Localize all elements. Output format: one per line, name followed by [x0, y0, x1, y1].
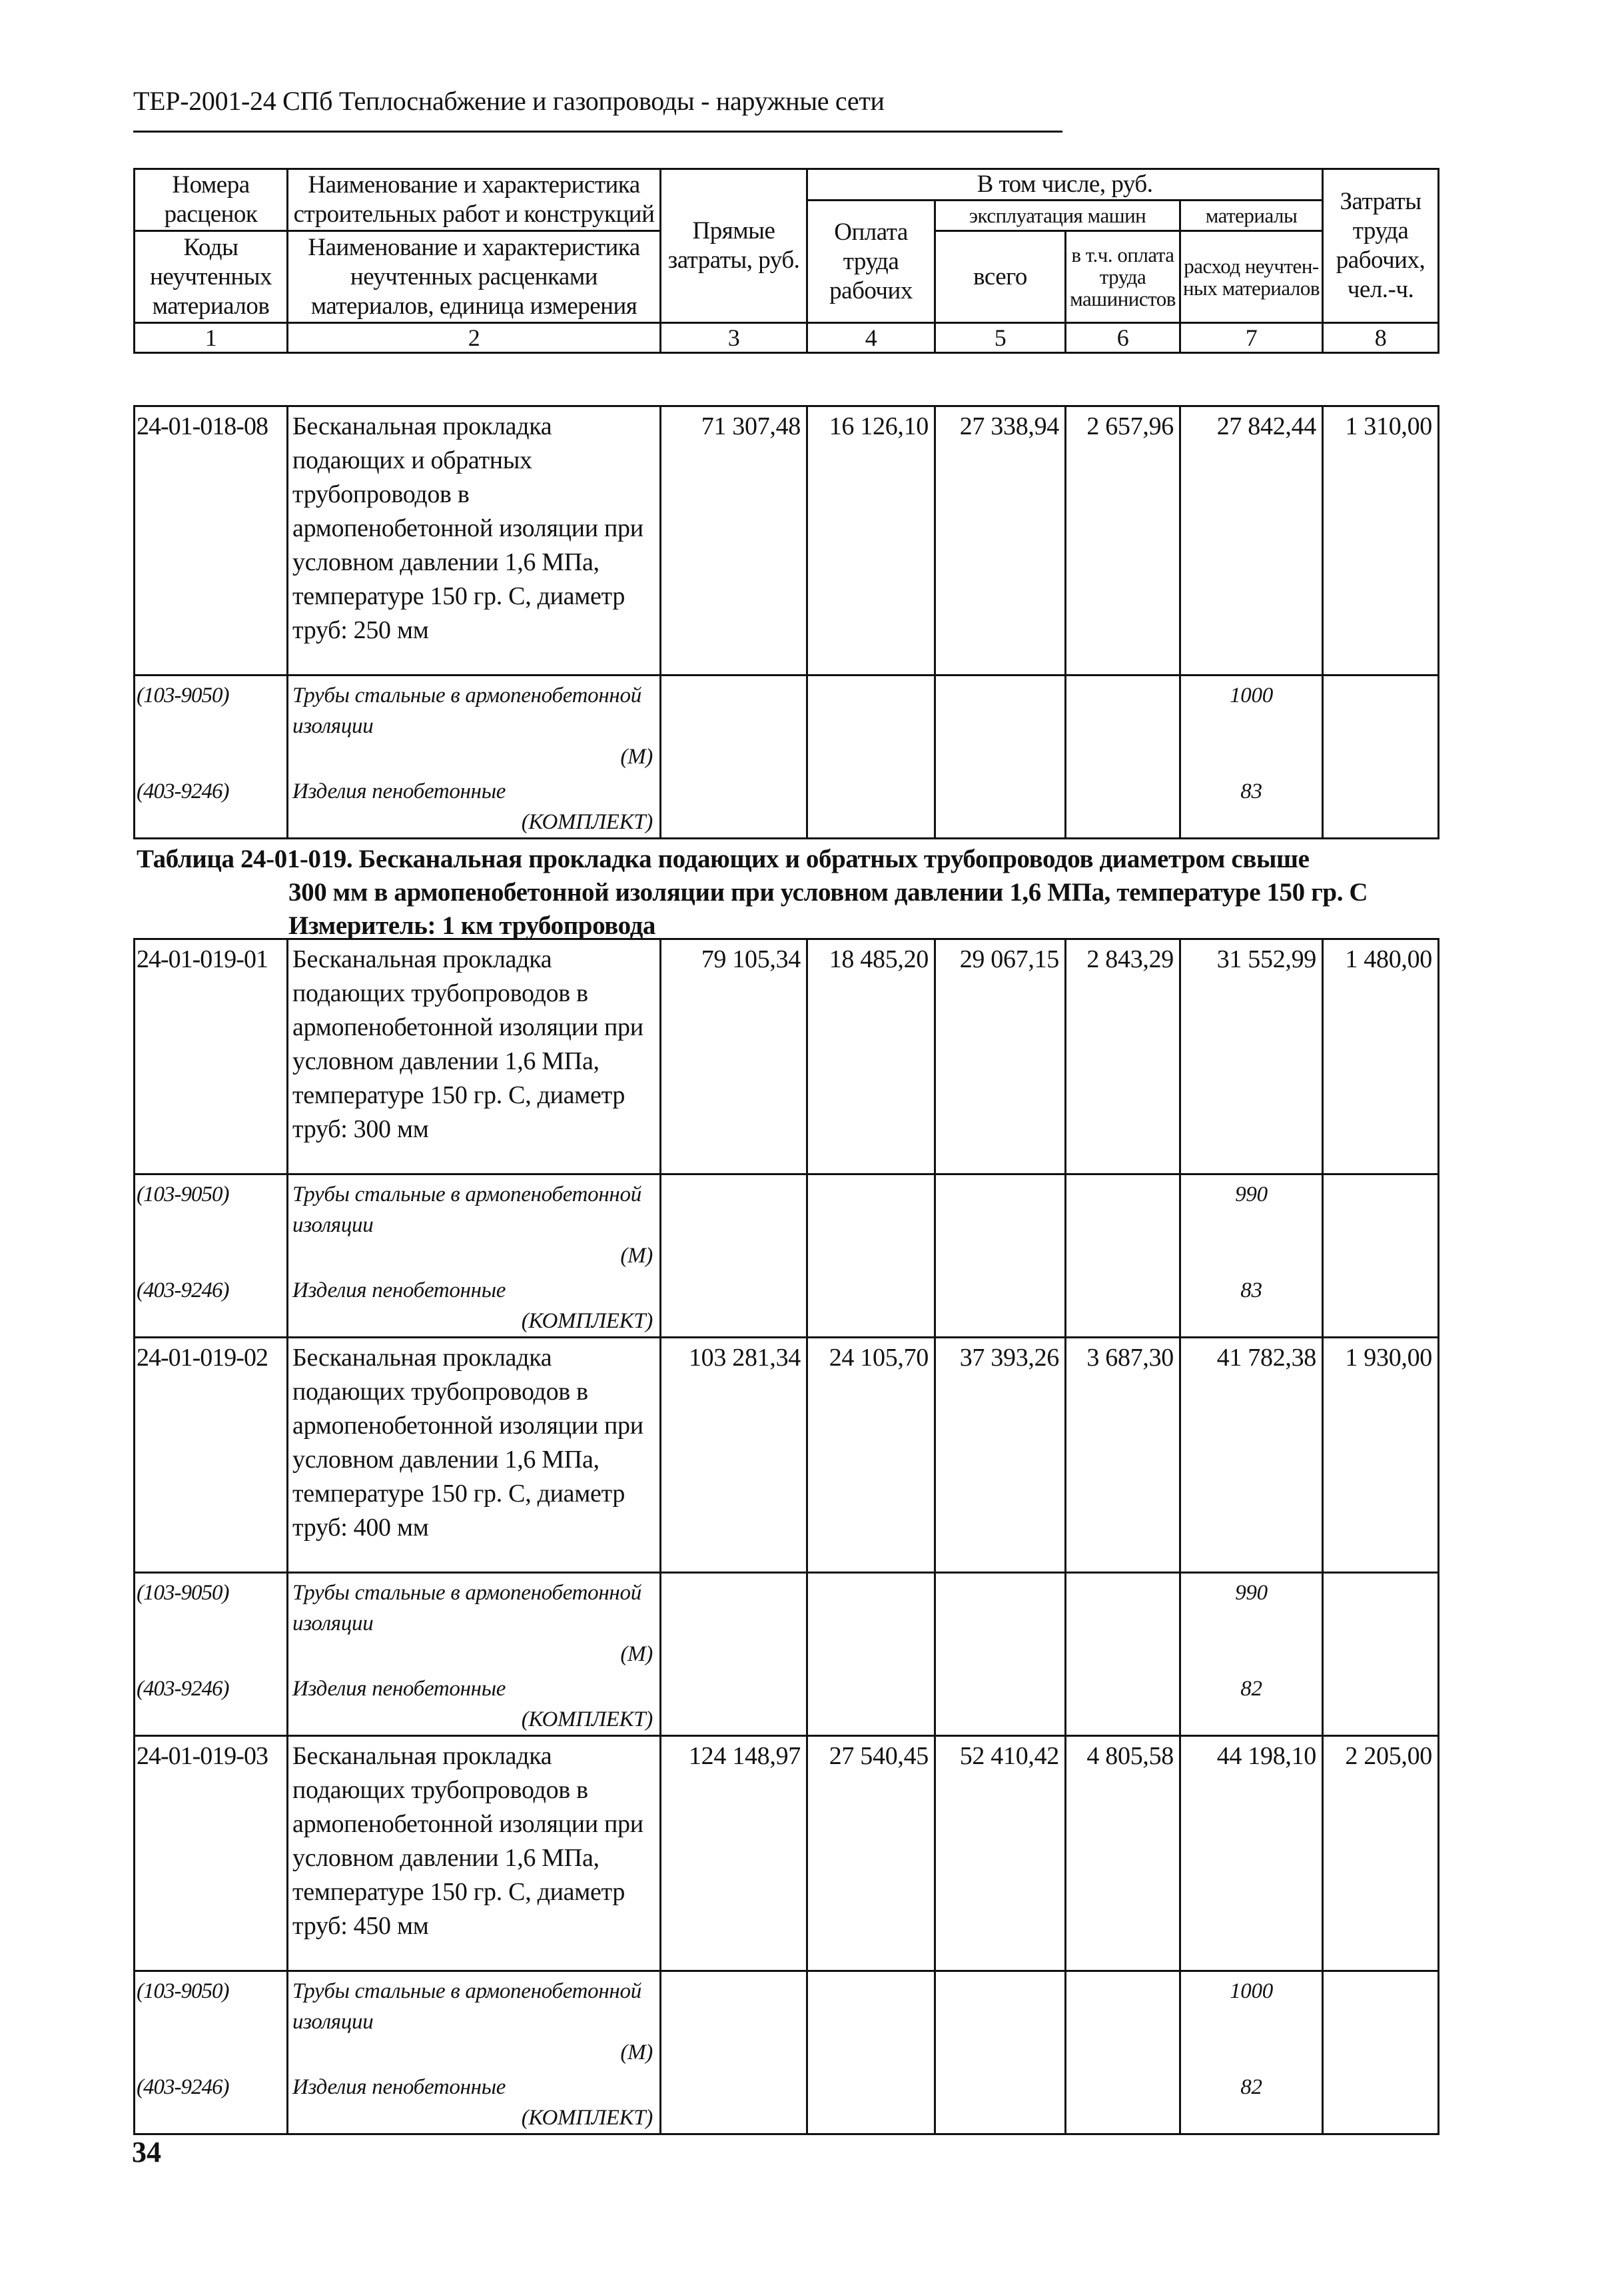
caption-title-cont: 300 мм в армопенобетонной изоляции при условном давлении 1,6 МПа, температуре 150 гр. С: [288, 878, 1368, 907]
header-group: В том числе, руб.: [807, 169, 1323, 201]
header-num-7: 7: [1180, 323, 1323, 353]
material-name: Изделия пенобетонные (КОМПЛЕКТ): [288, 2068, 661, 2134]
operators-pay: 2 843,29: [1066, 939, 1180, 1174]
running-header: ТЕР-2001-24 СПб Теплоснабжение и газопроводы - наружные сети: [133, 86, 885, 116]
header-col3: Прямые затраты, руб.: [661, 169, 807, 323]
header-col1-top: Номера расценок: [135, 169, 288, 231]
material-unit: (М): [620, 1642, 653, 1666]
header-machines: эксплуатация машин: [935, 201, 1180, 231]
rate-description: Бесканальная прокладка подающих и обратных трубопроводов в армопенобетонной изоляции при условном давлении 1,6 МПа, температуре 150 гр. С, диаметр труб: 250 мм: [288, 406, 661, 676]
material-code: (103-9050): [135, 1174, 288, 1272]
material-row: [135, 1971, 1439, 2068]
material-unit: (КОМПЛЕКТ): [521, 2106, 653, 2130]
direct-costs: 71 307,48: [661, 406, 807, 676]
rate-row: [135, 1338, 1439, 1573]
rates-table-018: [133, 405, 1439, 839]
header-num-2: 2: [288, 323, 661, 353]
material-code: (103-9050): [135, 1573, 288, 1670]
rate-description: Бесканальная прокладка подающих трубопроводов в армопенобетонной изоляции при условном давлении 1,6 МПа, температуре 150 гр. С, диаметр труб: 450 мм: [288, 1736, 661, 1971]
header-col6: в т.ч. оплата труда машинистов: [1066, 231, 1180, 323]
material-code: (403-9246): [135, 1669, 288, 1736]
labor-hours: 2 205,00: [1323, 1736, 1439, 1971]
header-col4: Оплата труда рабочих: [807, 201, 935, 323]
material-row: [135, 676, 1439, 773]
operators-pay: 4 805,58: [1066, 1736, 1180, 1971]
rate-description: Бесканальная прокладка подающих трубопроводов в армопенобетонной изоляции при условном давлении 1,6 МПа, температуре 150 гр. С, диаметр труб: 300 мм: [288, 939, 661, 1174]
header-col1-bottom: Коды неучтенных материалов: [135, 231, 288, 323]
material-unit: (КОМПЛЕКТ): [521, 1309, 653, 1333]
direct-costs: 103 281,34: [661, 1338, 807, 1573]
machines-total: 29 067,15: [935, 939, 1066, 1174]
material-quantity: 990: [1180, 1174, 1323, 1272]
header-materials: материалы: [1180, 201, 1323, 231]
materials-cost: 44 198,10: [1180, 1736, 1323, 1971]
material-row: [135, 772, 1439, 839]
rate-code: 24-01-018-08: [135, 406, 288, 676]
material-name: Трубы стальные в армопенобетонной изоляции (М): [288, 1971, 661, 2068]
header-num-4: 4: [807, 323, 935, 353]
header-col5: всего: [935, 231, 1066, 323]
material-code: (103-9050): [135, 1971, 288, 2068]
header-col7: расход неучтен-ных материалов: [1180, 231, 1323, 323]
materials-cost: 27 842,44: [1180, 406, 1323, 676]
labor-pay: 24 105,70: [807, 1338, 935, 1573]
material-row: [135, 1271, 1439, 1338]
machines-total: 37 393,26: [935, 1338, 1066, 1573]
operators-pay: 2 657,96: [1066, 406, 1180, 676]
materials-cost: 31 552,99: [1180, 939, 1323, 1174]
material-row: [135, 2068, 1439, 2134]
rates-table-019: [133, 938, 1439, 2135]
material-unit: (КОМПЛЕКТ): [521, 1707, 653, 1731]
column-header-table: [133, 168, 1439, 354]
materials-cost: 41 782,38: [1180, 1338, 1323, 1573]
direct-costs: 124 148,97: [661, 1736, 807, 1971]
caption-title: Таблица 24-01-019. Бесканальная прокладка подающих и обратных трубопроводов диаметром свыше: [137, 845, 1310, 873]
rate-row: [135, 1736, 1439, 1971]
direct-costs: 79 105,34: [661, 939, 807, 1174]
material-quantity: 83: [1180, 772, 1323, 839]
material-unit: (М): [620, 1244, 653, 1268]
material-name: Трубы стальные в армопенобетонной изоляции (М): [288, 1174, 661, 1272]
header-col2-bottom: Наименование и характеристика неучтенных расценками материалов, единица измерения: [288, 231, 661, 323]
rate-row: [135, 939, 1439, 1174]
material-code: (403-9246): [135, 2068, 288, 2134]
labor-pay: 16 126,10: [807, 406, 935, 676]
material-row: [135, 1174, 1439, 1272]
material-unit: (КОМПЛЕКТ): [521, 810, 653, 834]
material-name: Изделия пенобетонные (КОМПЛЕКТ): [288, 1669, 661, 1736]
material-unit: (М): [620, 2041, 653, 2064]
material-name: Трубы стальные в армопенобетонной изоляции (М): [288, 1573, 661, 1670]
header-num-1: 1: [135, 323, 288, 353]
material-quantity: 990: [1180, 1573, 1323, 1670]
material-quantity: 82: [1180, 2068, 1323, 2134]
labor-pay: 27 540,45: [807, 1736, 935, 1971]
caption-measure: Измеритель: 1 км трубопровода: [288, 911, 656, 940]
material-code: (103-9050): [135, 676, 288, 773]
material-code: (403-9246): [135, 772, 288, 839]
material-unit: (М): [620, 745, 653, 769]
material-name: Изделия пенобетонные (КОМПЛЕКТ): [288, 772, 661, 839]
material-quantity: 1000: [1180, 676, 1323, 773]
machines-total: 27 338,94: [935, 406, 1066, 676]
material-quantity: 82: [1180, 1669, 1323, 1736]
rate-code: 24-01-019-02: [135, 1338, 288, 1573]
labor-pay: 18 485,20: [807, 939, 935, 1174]
table-caption: [137, 843, 1455, 943]
header-num-3: 3: [661, 323, 807, 353]
material-row: [135, 1573, 1439, 1670]
material-quantity: 83: [1180, 1271, 1323, 1338]
header-num-5: 5: [935, 323, 1066, 353]
rate-code: 24-01-019-01: [135, 939, 288, 1174]
header-rule: [133, 131, 1062, 133]
rate-row: [135, 406, 1439, 676]
material-code: (403-9246): [135, 1271, 288, 1338]
header-num-6: 6: [1066, 323, 1180, 353]
operators-pay: 3 687,30: [1066, 1338, 1180, 1573]
labor-hours: 1 310,00: [1323, 406, 1439, 676]
material-row: [135, 1669, 1439, 1736]
material-quantity: 1000: [1180, 1971, 1323, 2068]
rate-code: 24-01-019-03: [135, 1736, 288, 1971]
labor-hours: 1 930,00: [1323, 1338, 1439, 1573]
header-col8: Затраты труда рабочих, чел.-ч.: [1323, 169, 1439, 323]
machines-total: 52 410,42: [935, 1736, 1066, 1971]
page-number: 34: [132, 2136, 161, 2168]
header-num-8: 8: [1323, 323, 1439, 353]
material-name: Трубы стальные в армопенобетонной изоляции (М): [288, 676, 661, 773]
header-col2-top: Наименование и характеристика строительных работ и конструкций: [288, 169, 661, 231]
material-name: Изделия пенобетонные (КОМПЛЕКТ): [288, 1271, 661, 1338]
labor-hours: 1 480,00: [1323, 939, 1439, 1174]
rate-description: Бесканальная прокладка подающих трубопроводов в армопенобетонной изоляции при условном давлении 1,6 МПа, температуре 150 гр. С, диаметр труб: 400 мм: [288, 1338, 661, 1573]
